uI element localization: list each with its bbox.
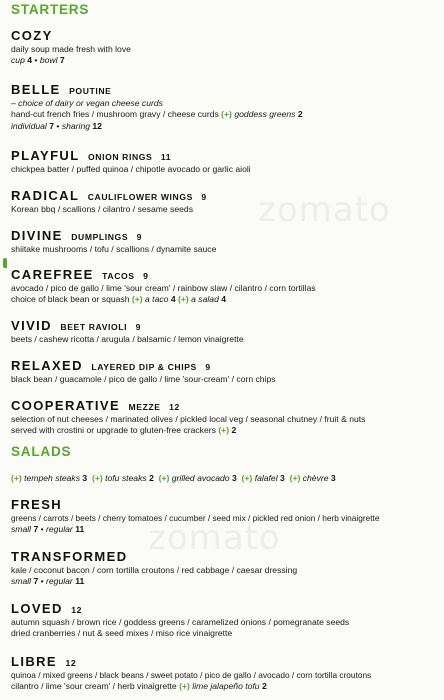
item-description: selection of nut cheeses / marinated olives / pickled local veg / seasonal chutney / fruit & nuts [11,414,366,424]
item-subtitle: CAULIFLOWER WINGS [87,192,193,202]
item-price: 12 [169,402,180,412]
item-subtitle: ONION RINGS [88,152,153,162]
item-name: CAREFREE [11,267,94,282]
watermark: zomato [148,518,281,558]
item-description: dried cranberries / nut & seed mixes / miso rice vinaigrette [11,628,233,639]
menu-item-cozy [11,28,441,67]
menu-item-playful [11,148,441,175]
addon-plus: (+) [218,425,230,436]
item-price: 9 [205,362,211,372]
item-description: black bean / guacamole / pico de gallo / lime 'sour-cream' / corn chips [11,374,276,384]
menu-item-vivid [11,318,441,345]
salad-addons: (+) tempeh steaks 3 (+) tofu steaks 2 (+) grilled avocado 3 (+) falafel 3 (+) chèvre 3 [11,473,336,483]
item-description: Korean bbq / scallions / cilantro / sesame seeds [11,204,193,214]
item-price-line: individual 7 • sharing 12 [11,120,102,131]
item-name: LIBRE [11,654,57,669]
item-price-line: small 7 • regular 11 [11,524,85,535]
item-description: avocado / pico de gallo / lime 'sour cream' / rainbow slaw / cilantro / corn tortillas [11,283,316,293]
item-note: – choice of dairy or vegan cheese curds [11,98,163,108]
item-description: hand-cut french fries / mushroom gravy / cheese curds (+) goddess greens 2 [11,109,303,120]
addon-plus: (+) [131,294,143,305]
section-title-salads: SALADS [11,444,72,459]
item-price-line: cup 4 • bowl 7 [11,55,65,66]
menu-item-fresh [11,497,441,536]
item-name: TRANSFORMED [11,549,128,564]
item-name: COOPERATIVE [11,398,121,413]
item-description: kale / coconut bacon / corn tortilla croutons / red cabbage / caesar dressing [11,565,298,575]
item-name: LOVED [11,601,63,616]
item-description: chickpea batter / puffed quinoa / chipotle avocado or garlic aioli [11,164,251,174]
addon-plus: (+) [221,109,232,120]
menu-item-radical [11,188,441,215]
item-description: greens / carrots / beets / cherry tomatoes / cucumber / seed mix / pickled red onion / herb vinaigrette [11,513,380,523]
item-name: DIVINE [11,228,63,243]
menu-item-carefree [11,267,441,306]
addon-plus: (+) [179,681,190,692]
leaf-icon [3,258,7,268]
item-description: shiitake mushrooms / tofu / scallions / dynamite sauce [11,244,217,254]
item-price: 9 [136,232,143,242]
item-price: 12 [65,658,77,668]
item-subtitle: BEET RAVIOLI [60,322,128,332]
item-price: 12 [71,605,83,615]
item-name: VIVID [11,318,52,333]
item-name: BELLE [11,82,61,97]
item-description: served with crostini or upgrade to gluten-free crackers (+) 2 [11,425,237,436]
item-description: cilantro / lime 'sour cream' / herb vinaigrette (+) lime jalapeño tofu 2 [11,681,267,692]
item-name: FRESH [11,497,63,512]
menu-item-loved [11,601,441,640]
menu-item-transformed [11,549,441,588]
item-description: autumn squash / brown rice / goddess greens / caramelized onions / pomegranate seeds [11,617,350,627]
menu-item-divine [11,228,441,255]
item-description: beets / cashew ricotta / arugula / balsamic / lemon vinaigrette [11,334,244,344]
item-name: RELAXED [11,358,83,373]
item-price: 11 [160,152,172,162]
item-price-line: small 7 • regular 11 [11,576,85,587]
item-subtitle: MEZZE [128,402,161,412]
item-price: 9 [143,271,149,281]
item-description: choice of black bean or squash (+) a taco 4 (+) a salad 4 [11,294,227,305]
item-description: quinoa / mixed greens / black beans / sweet potato / pico de gallo / avocado / corn tortilla croutons [11,670,372,680]
item-description: daily soup made fresh with love [11,44,131,54]
item-subtitle: POUTINE [69,86,112,96]
menu-item-libre [11,654,441,693]
menu-item-cooperative [11,398,441,437]
item-price: 9 [135,322,141,332]
section-title-starters: STARTERS [11,2,90,17]
menu-item-relaxed [11,358,441,385]
menu-item-belle [11,82,441,132]
item-name: PLAYFUL [11,148,80,163]
item-name: COZY [11,28,53,43]
item-subtitle: LAYERED DIP & CHIPS [91,362,197,372]
item-subtitle: TACOS [102,271,135,281]
addon-plus: (+) [178,294,189,305]
item-subtitle: DUMPLINGS [71,232,129,242]
item-name: RADICAL [11,188,80,203]
watermark: zomato [258,190,391,230]
item-price: 9 [201,192,207,202]
